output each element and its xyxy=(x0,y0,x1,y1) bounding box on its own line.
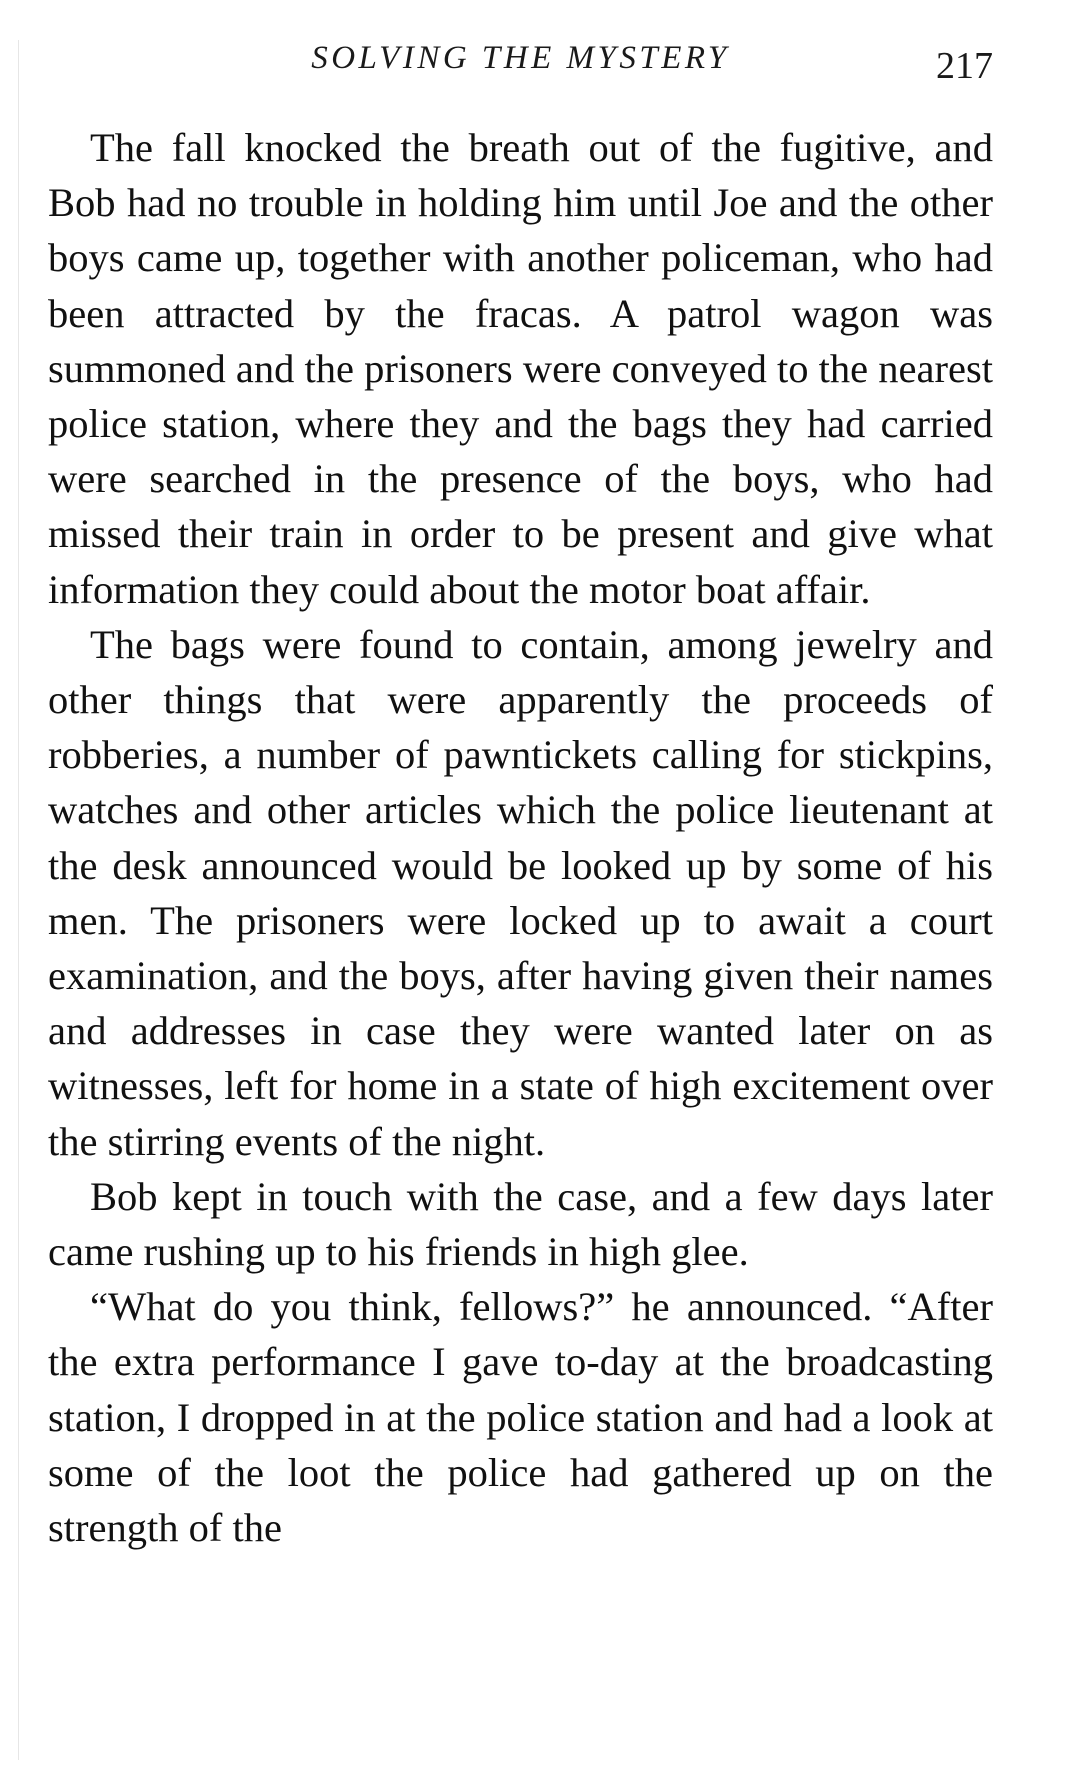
page-edge-line xyxy=(18,40,19,1760)
running-header xyxy=(48,36,993,96)
running-title: SOLVING THE MYSTERY xyxy=(311,40,730,76)
paragraph: The fall knocked the breath out of the fugitive, and Bob had no trouble in holding him until Joe and the other boys came up, together with another policeman, who had been attracted by the fracas. A patrol wagon was summoned and the prisoners were conveyed to the nearest police station, where they and the bags they had carried were searched in the presence of the boys, who had missed their train in order to be present and give what information they could about the motor boat affair. xyxy=(48,125,993,612)
page-number: 217 xyxy=(936,45,993,87)
paragraph: The bags were found to contain, among jewelry and other things that were apparently the proceeds of robberies, a number of pawntickets calling for stickpins, watches and other articles which the police lieutenant at the desk announced would be looked up by some of his men. The prisoners were locked up to await a court examination, and the boys, after having given their names and addresses in case they were wanted later on as witnesses, left for home in a state of high excitement over the stirring events of the night. xyxy=(48,621,993,1164)
paragraph: “What do you think, fellows?” he announced. “After the extra performance I gave to-day at the broadcasting station, I dropped in at the police station and had a look at some of the loot the police had gathered up on the strength of the xyxy=(48,1284,993,1551)
paragraph: Bob kept in touch with the case, and a few days later came rushing up to his friends in high glee. xyxy=(48,1173,993,1275)
body-text xyxy=(48,120,993,1555)
